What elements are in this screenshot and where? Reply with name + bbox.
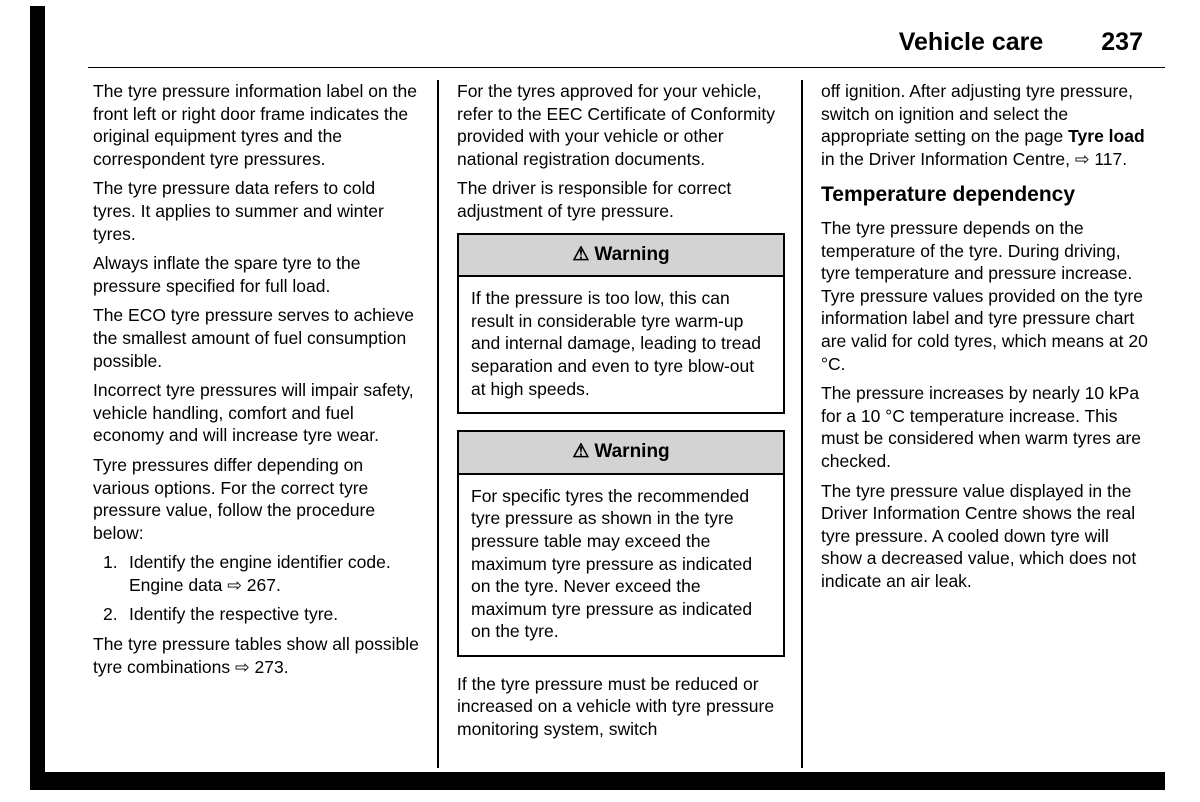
warning-header	[459, 235, 783, 278]
paragraph: Always inflate the spare tyre to the pressure specified for full load.	[93, 253, 361, 296]
warning-triangle-icon: ⚠	[572, 243, 590, 265]
list-item-number: 1.	[103, 552, 118, 573]
column-2	[457, 80, 801, 768]
column-divider	[801, 80, 803, 768]
warning-triangle-icon: ⚠	[572, 441, 590, 463]
section-heading: Temperature dependency	[821, 183, 1076, 207]
paragraph: If the tyre pressure must be reduced or increased on a vehicle with tyre pressure monitoring system, switch	[457, 673, 775, 740]
paragraph: The tyre pressure tables show all possible tyre combinations ⇨ 273.	[93, 634, 419, 677]
page-header	[88, 28, 1165, 57]
list-item-text: Identify the engine identifier code. Engine data ⇨ 267.	[129, 552, 391, 595]
page-edge-bar-left	[30, 6, 45, 790]
page-title: Vehicle care	[898, 28, 1044, 56]
paragraph-segment: in the Driver Information Centre, ⇨ 117.	[821, 148, 1128, 169]
paragraph: The tyre pressure value displayed in the Driver Information Centre shows the real tyre pressure. A cooled down tyre will show a decreased value, which does not indicate an air leak.	[821, 480, 1137, 591]
paragraph: The tyre pressure depends on the temperature of the tyre. During driving, tyre temperature and pressure increase. Tyre pressure values provided on the tyre information label and tyre pressure chart are valid for cold tyres, which means at 20 °C.	[821, 217, 1148, 374]
paragraph: The pressure increases by nearly 10 kPa for a 10 °C temperature increase. This must be considered when warm tyres are checked.	[821, 383, 1141, 471]
warning-header	[459, 432, 783, 475]
bold-term: Tyre load	[1068, 126, 1145, 147]
list-item-text: Identify the respective tyre.	[129, 604, 339, 625]
paragraph: The driver is responsible for correct adjustment of tyre pressure.	[457, 178, 732, 221]
paragraph: Incorrect tyre pressures will impair safety, vehicle handling, comfort and fuel economy and will increase tyre wear.	[93, 380, 414, 446]
numbered-list-item	[93, 551, 421, 596]
paragraph: The tyre pressure data refers to cold tyres. It applies to summer and winter tyres.	[93, 178, 384, 244]
header-rule	[88, 67, 1165, 68]
paragraph-with-bold	[821, 80, 1149, 170]
paragraph: The tyre pressure information label on the front left or right door frame indicates the original equipment tyres and the correspondent tyre pressures.	[93, 81, 417, 169]
list-item-number: 2.	[103, 604, 118, 625]
numbered-list-item	[93, 603, 421, 626]
warning-title: Warning	[594, 441, 670, 463]
column-3	[821, 80, 1165, 768]
paragraph: For the tyres approved for your vehicle, refer to the EEC Certificate of Conformity provided with your vehicle or other national registration documents.	[457, 81, 776, 169]
paragraph-segment: off ignition. After adjusting tyre pressure, switch on ignition and select the appropriate setting on the page	[821, 81, 1133, 147]
warning-title: Warning	[594, 243, 670, 265]
page-content	[93, 80, 1165, 768]
column-divider	[437, 80, 439, 768]
warning-box	[457, 233, 785, 415]
warning-box	[457, 430, 785, 657]
page-number: 237	[1101, 28, 1143, 56]
paragraph: Tyre pressures differ depending on various options. For the correct tyre pressure value, follow the procedure below:	[93, 454, 376, 543]
warning-body: If the pressure is too low, this can result in considerable tyre warm-up and internal damage, leading to tread separation and even to tyre blow-out at high speeds.	[471, 288, 761, 399]
paragraph: The ECO tyre pressure serves to achieve the smallest amount of fuel consumption possible.	[93, 305, 414, 371]
page-edge-bar-bottom	[30, 772, 1165, 790]
column-1	[93, 80, 437, 768]
warning-body: For specific tyres the recommended tyre pressure as shown in the tyre pressure table may exceed the maximum tyre pressure as indicated on the tyre. Never exceed the maximum tyre pressure as indicated on the tyre.	[471, 485, 753, 642]
